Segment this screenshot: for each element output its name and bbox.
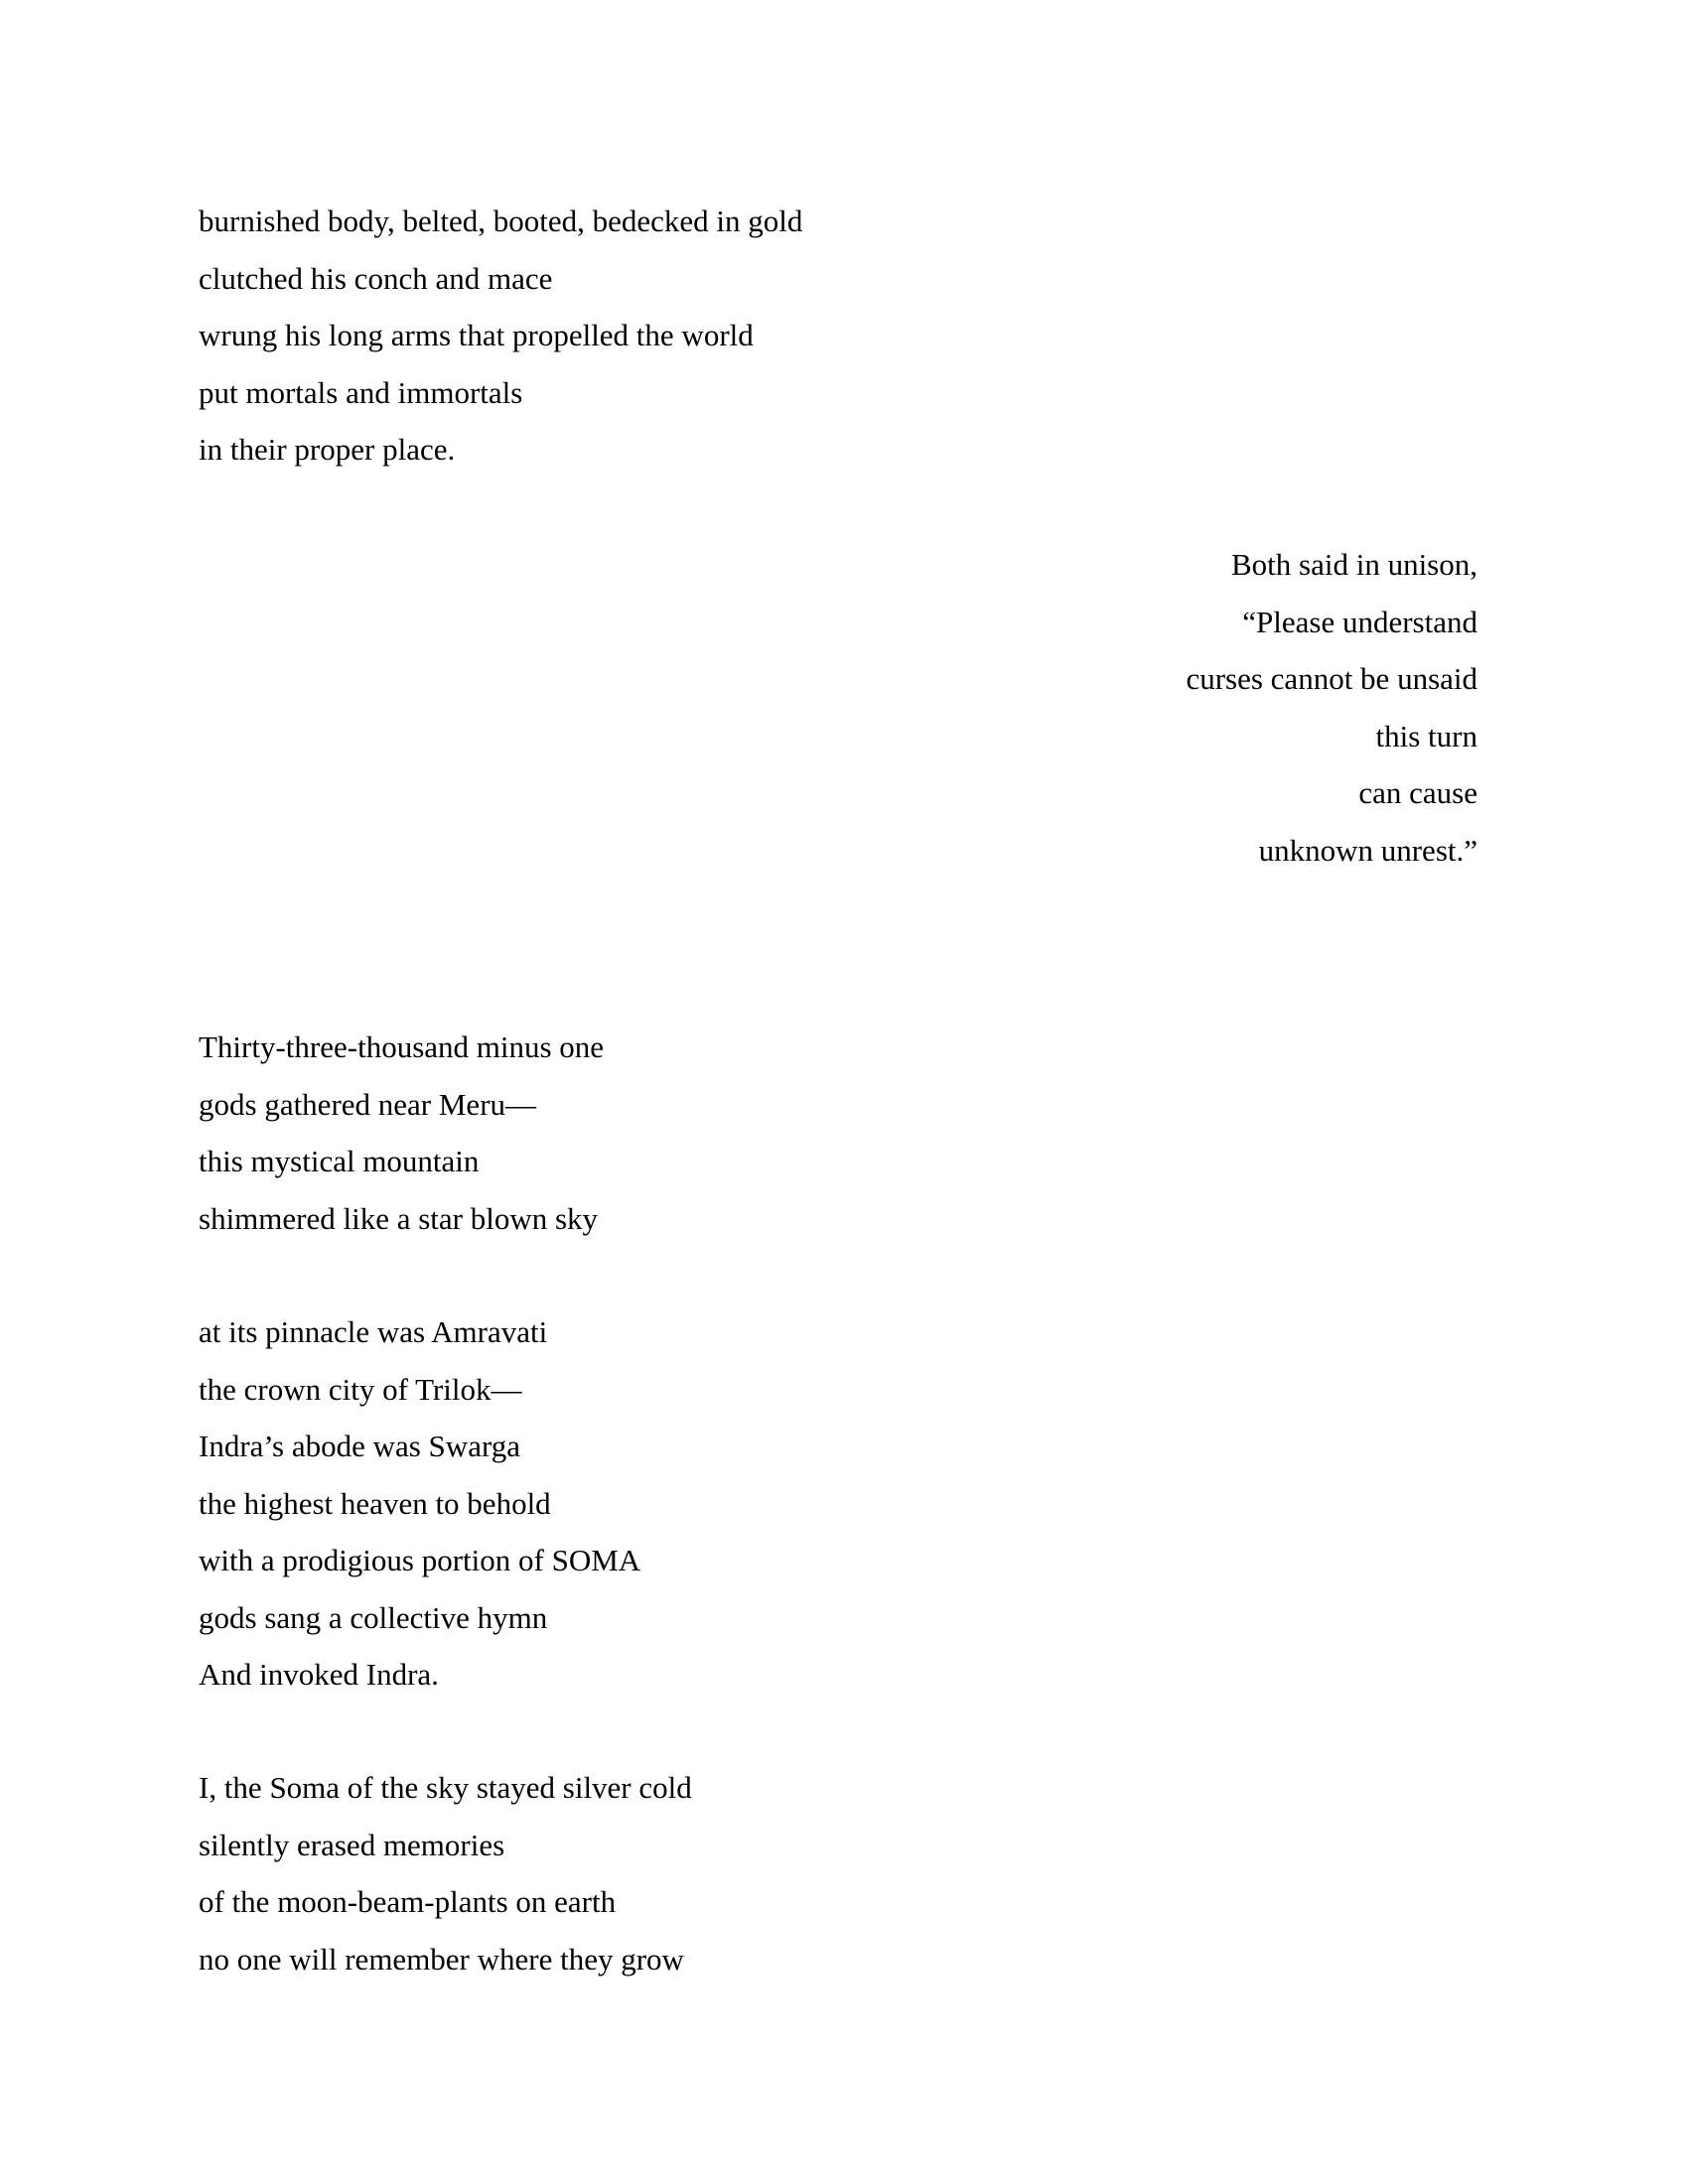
poem-line: the highest heaven to behold	[199, 1485, 551, 1521]
stanza-amravati	[199, 1303, 640, 1704]
poem-line: gods sang a collective hymn	[199, 1599, 548, 1635]
stanza-gods-gathered	[199, 1019, 604, 1247]
poem-line: unknown unrest.”	[1258, 832, 1477, 868]
poem-line: Thirty-three-thousand minus one	[199, 1029, 605, 1064]
stanza-vishnu-description	[199, 193, 802, 478]
poem-line: Both said in unison,	[1230, 547, 1477, 582]
poem-line: this mystical mountain	[199, 1144, 480, 1178]
poem-line: burnished body, belted, booted, bedecked in gold	[199, 204, 803, 238]
poem-line: curses cannot be unsaid	[1186, 661, 1477, 696]
poem-line: Indra’s abode was Swarga	[199, 1429, 520, 1463]
poem-line: the crown city of Trilok—	[199, 1371, 522, 1407]
poem-line: in their proper place.	[199, 432, 456, 467]
poem-line: wrung his long arms that propelled the world	[199, 318, 754, 352]
poem-line: can cause	[1358, 775, 1477, 810]
poem-line: “Please understand	[1242, 604, 1477, 639]
poem-line: of the moon-beam-plants on earth	[199, 1884, 617, 1919]
poem-line: clutched his conch and mace	[199, 260, 553, 296]
poem-line: at its pinnacle was Amravati	[199, 1314, 548, 1349]
poem-line: gods gathered near Meru—	[199, 1086, 537, 1122]
poem-line: And invoked Indra.	[199, 1657, 439, 1692]
poem-line: with a prodigious portion of SOMA	[199, 1543, 641, 1577]
poem-line: put mortals and immortals	[199, 374, 523, 410]
poem-line: I, the Soma of the sky stayed silver cold	[199, 1770, 692, 1805]
poem-line: no one will remember where they grow	[199, 1941, 684, 1977]
poem-line: silently erased memories	[199, 1827, 505, 1862]
stanza-unison-warning	[1186, 536, 1477, 879]
poem-line: this turn	[1375, 718, 1477, 753]
stanza-soma	[199, 1759, 692, 1987]
poem-line: shimmered like a star blown sky	[199, 1200, 599, 1236]
